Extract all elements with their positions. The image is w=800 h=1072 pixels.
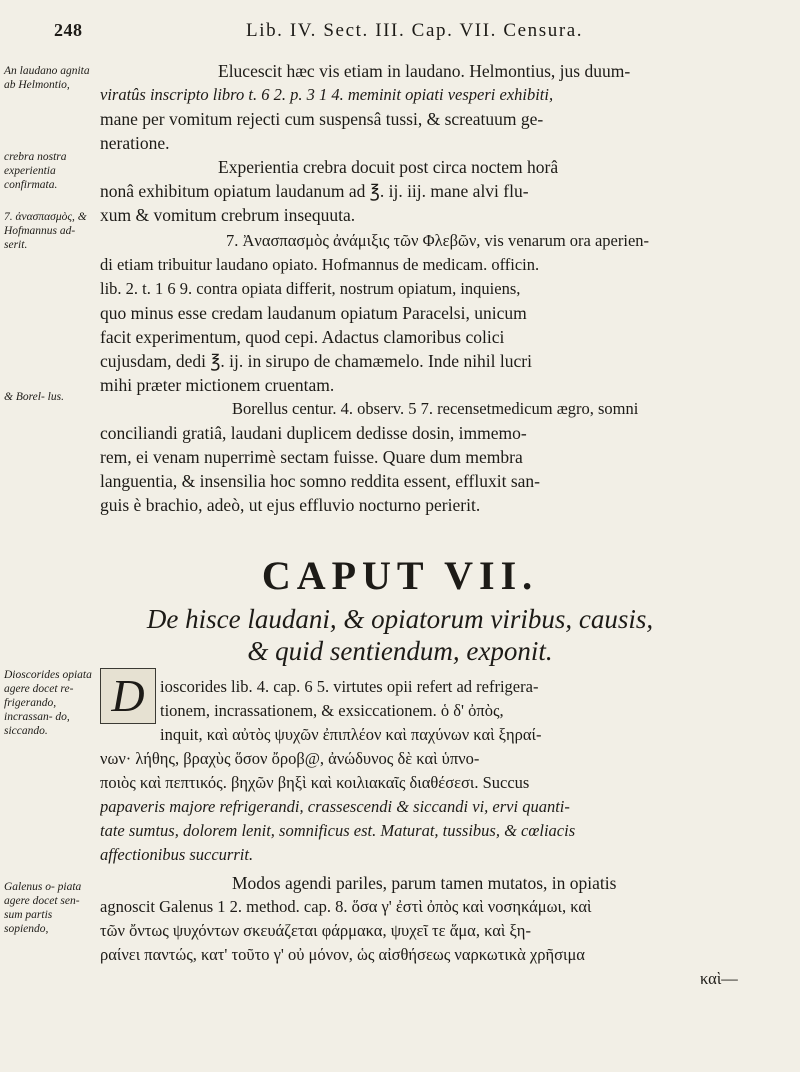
chapter-line: νων· λήθης, βραχὺς ὅσον ὄροβ@, ἀνώδυνος δὲ καὶ ὑπνο-	[100, 749, 480, 768]
chapter-line: ραίνει παντώς, κατ' τοῦτο γ' οὐ μόνον, ὡς αἰσθήσεως ναρκωτικὰ χρῆσιμα	[100, 945, 585, 964]
body-line: cujusdam, dedi ℥. ij. in sirupo de chamæmelo. Inde nihil lucri	[100, 351, 532, 371]
margin-note: Dioscorides opiata agere docet re- frigerando, incrassan- do, siccando.	[4, 669, 92, 737]
body-line: Elucescit hæc vis etiam in laudano. Helmontius, jus duum-	[218, 61, 631, 81]
margin-note: An laudano agnita ab Helmontio,	[4, 65, 90, 91]
chapter-line: tate sumtus, dolorem lenit, somnificus est. Maturat, tussibus, & cœliacis	[100, 821, 576, 840]
body-line: xum & vomitum crebrum insequuta.	[100, 205, 356, 225]
body-line: viratûs inscripto libro t. 6 2. p. 3 1 4. meminit opiati vesperi exhibiti,	[100, 85, 554, 104]
chapter-line: papaveris majore refrigerandi, crassescendi & siccandi vi, ervi quanti-	[100, 797, 570, 816]
chapter-line: inquit, καὶ αὐτὸς ψυχῶν ἐπιπλέον καὶ παχύνων καὶ ξηραί-	[160, 725, 542, 744]
body-line: mane per vomitum rejecti cum suspensâ tussi, & screatuum ge-	[100, 109, 544, 129]
chapter-line: affectionibus succurrit.	[100, 845, 254, 864]
body-line: lib. 2. t. 1 6 9. contra opiata differit, nostrum opiatum, inquiens,	[100, 279, 521, 298]
page-header	[0, 20, 800, 46]
chapter-line: Modos agendi pariles, parum tamen mutatos, in opiatis	[232, 873, 617, 893]
body-line: conciliandi gratiâ, laudani duplicem dedisse dosin, immemo-	[100, 423, 527, 443]
body-line: quo minus esse credam laudanum opiatum Paracelsi, unicum	[100, 303, 527, 323]
body-line: 7. Ἀνασπασμὸς ἀνάμιξις τῶν Φλεβῶν, vis venarum ora aperien-	[226, 231, 650, 250]
body-line: languentia, & insensilia hoc somno reddita essent, effluxit san-	[100, 471, 540, 491]
chapter-title: CAPUT VII.	[261, 553, 539, 598]
margin-note: Galenus o- piata agere docet sen- sum partis sopiendo,	[4, 881, 82, 935]
chapter-line: agnoscit Galenus 1 2. method. cap. 8. ὅσα γ' ἐστὶ ὀπὸς καὶ νοσηκάμωι, καὶ	[100, 897, 592, 916]
chapter-line: tionem, incrassationem, & exsiccationem. ὁ δ' ὀπὸς,	[160, 701, 504, 720]
ornamental-initial: D	[100, 668, 156, 724]
body-line: rem, ei venam nuperrimè sectam fuisse. Quare dum membra	[100, 447, 523, 467]
chapter-subtitle: & quid sentiendum, exponit.	[247, 636, 553, 666]
body-line: mihi præter mictionem cruentam.	[100, 375, 335, 395]
body-line: neratione.	[100, 133, 170, 153]
body-line: guis è brachio, adeò, ut ejus effluvio nocturno perierit.	[100, 495, 481, 515]
page-number: 248	[54, 20, 83, 40]
catchword: καὶ—	[700, 969, 738, 988]
margin-note: 7. ἀνασπασμὸς, & Hofmannus ad- serit.	[4, 211, 87, 251]
chapter-line: ποιὸς καὶ πεπτικός. βηχῶν βηξὶ καὶ κοιλιακαῖς διαθέσεσι. Succus	[100, 773, 530, 792]
chapter-line: ioscorides lib. 4. cap. 6 5. virtutes opii refert ad refrigera-	[160, 677, 539, 696]
body-line: facit experimentum, quod cepi. Adactus clamoribus colici	[100, 327, 505, 347]
running-title: Lib. IV. Sect. III. Cap. VII. Censura.	[246, 20, 584, 41]
chapter-subtitle: De hisce laudani, & opiatorum viribus, causis,	[146, 604, 654, 634]
body-line: di etiam tribuitur laudano opiato. Hofmannus de medicam. officin.	[100, 255, 540, 274]
margin-note: & Borel- lus.	[4, 391, 64, 403]
margin-note: crebra nostra experientia confirmata.	[4, 151, 67, 191]
body-line: nonâ exhibitum opiatum laudanum ad ℥. ij. iij. mane alvi flu-	[100, 181, 529, 201]
chapter-line: τῶν ὄντως ψυχόντων σκευάζεται φάρμακα, ψυχεῖ τε ἅμα, καὶ ξη-	[100, 921, 531, 940]
body-line: Experientia crebra docuit post circa noctem horâ	[218, 157, 559, 177]
body-line: Borellus centur. 4. observ. 5 7. recensetmedicum ægro, somni	[232, 399, 639, 418]
